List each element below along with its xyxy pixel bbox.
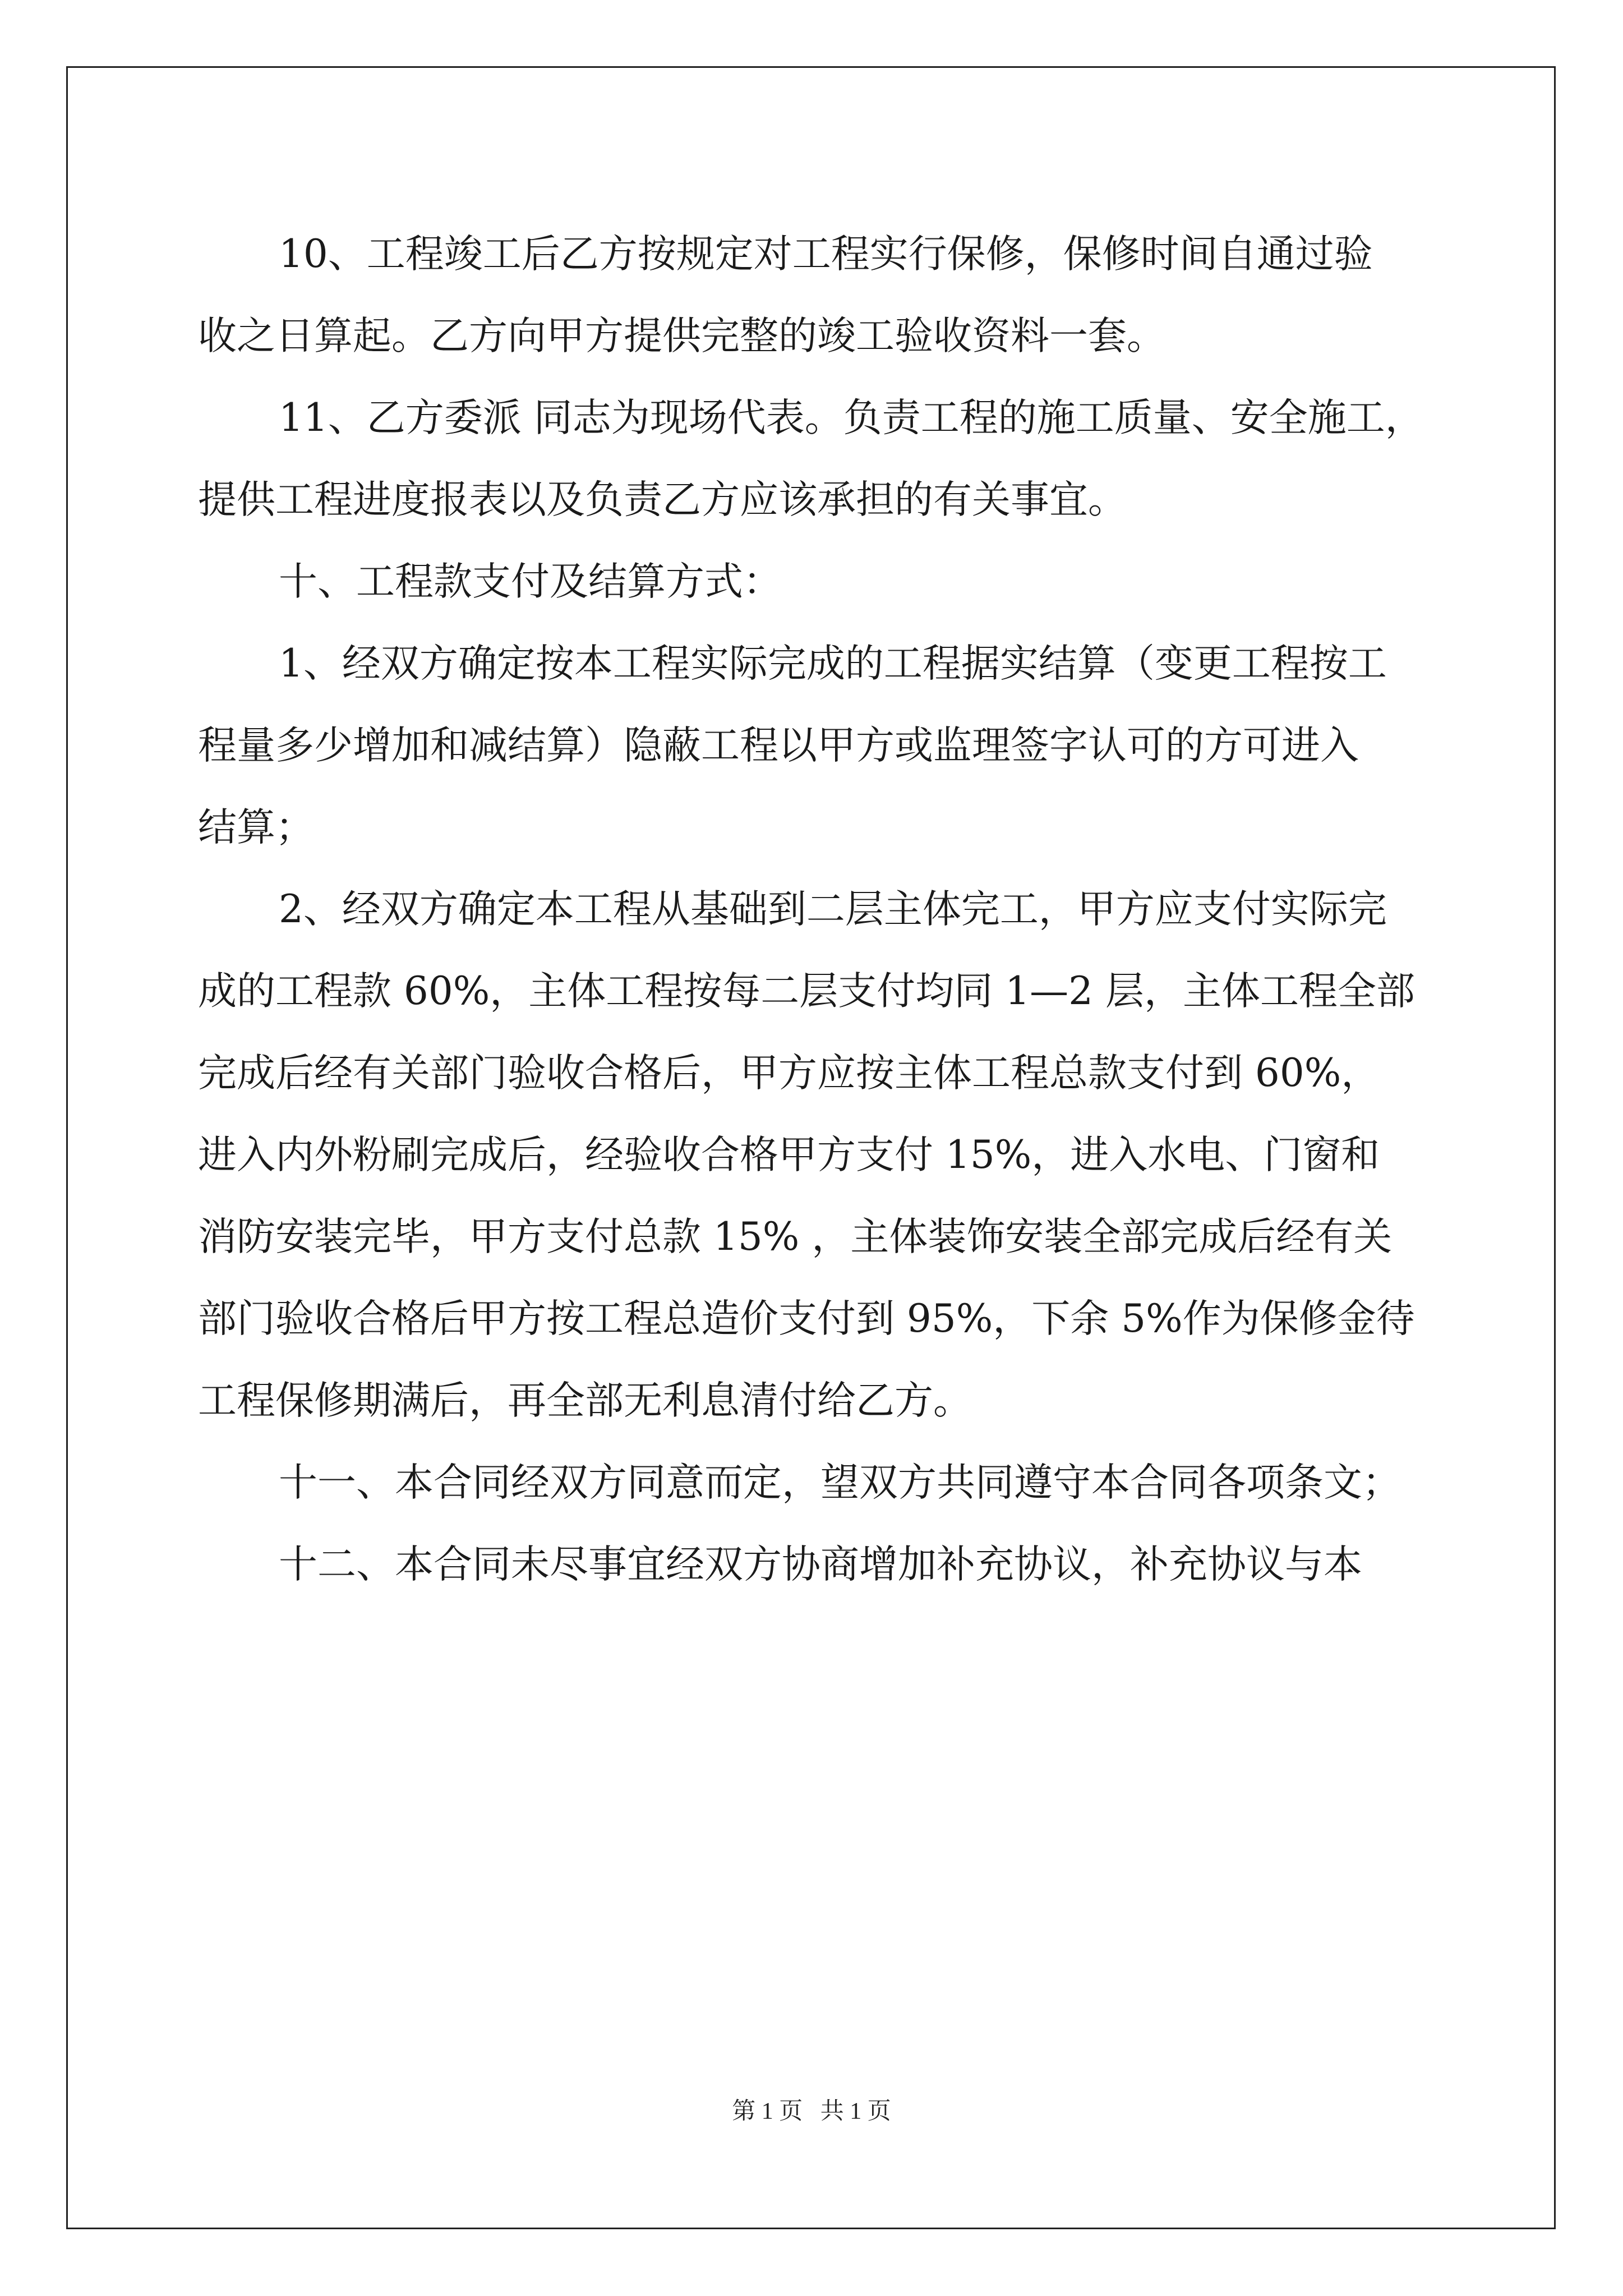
section-heading: 十、工程款支付及结算方式： [279,559,782,604]
text-line: 成的工程款 60%，主体工程按每二层支付均同 1—2 层，主体工程全部 [198,969,1415,1014]
text-line: 10、工程竣工后乙方按规定对工程实行保修，保修时间自通过验 [279,232,1373,277]
section-heading: 十二、本合同未尽事宜经双方协商增加补充协议，补充协议与本 [279,1542,1362,1587]
page-footer: 第 1 页 共 1 页 [732,2099,891,2124]
text-line: 结算； [198,805,314,850]
section-heading: 十一、本合同经双方同意而定，望双方共同遵守本合同各项条文； [279,1460,1401,1505]
text-line: 进入内外粉刷完成后，经验收合格甲方支付 15%，进入水电、门窗和 [198,1133,1380,1177]
text-line: 1、经双方确定按本工程实际完成的工程据实结算（变更工程按工 [279,641,1387,686]
text-line: 提供工程进度报表以及负责乙方应该承担的有关事宜。 [198,477,1127,522]
text-line: 部门验收合格后甲方按工程总造价支付到 95%，下余 5%作为保修金待 [198,1296,1415,1341]
text-line: 消防安装完毕，甲方支付总款 15% ，主体装饰安装全部完成后经有关 [198,1214,1393,1259]
text-line: 完成后经有关部门验收合格后，甲方应按主体工程总款支付到 60%， [198,1051,1380,1096]
text-line: 程量多少增加和减结算）隐蔽工程以甲方或监理签字认可的方可进入 [198,723,1359,768]
text-line: 收之日算起。乙方向甲方提供完整的竣工验收资料一套。 [198,314,1165,358]
text-line: 2、经双方确定本工程从基础到二层主体完工，甲方应支付实际完 [279,887,1387,932]
text-line: 工程保修期满后，再全部无利息清付给乙方。 [198,1378,972,1423]
text-line: 11、乙方委派 同志为现场代表。负责工程的施工质量、安全施工， [279,395,1424,440]
